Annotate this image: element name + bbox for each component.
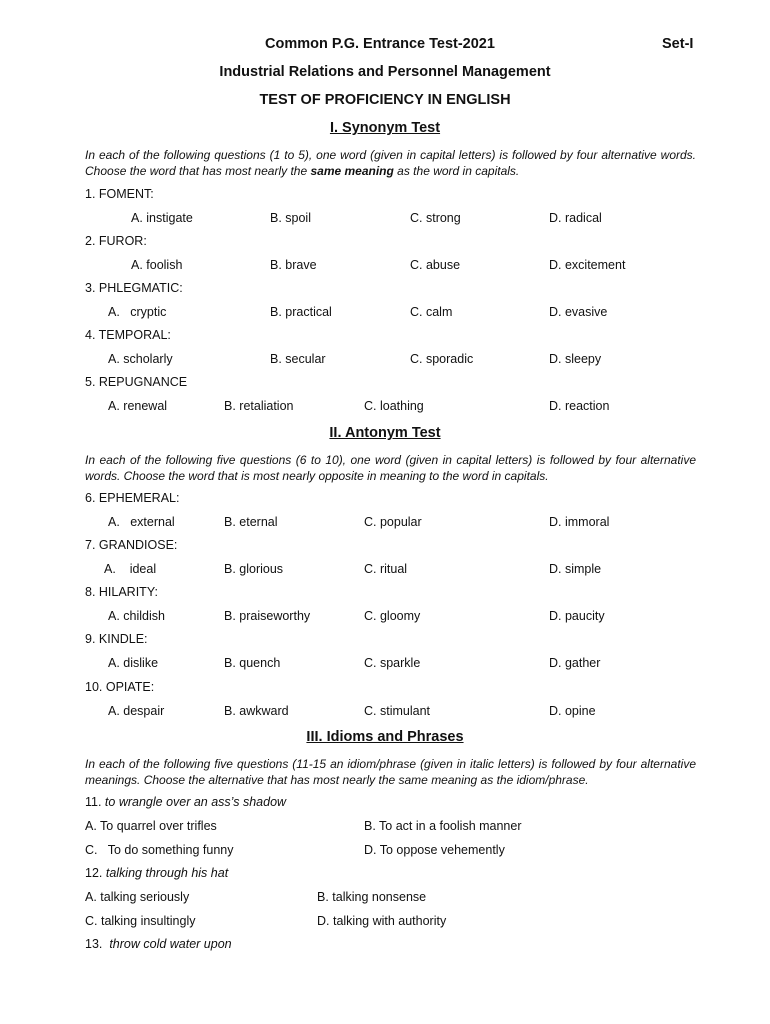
synonym-instructions bbox=[85, 147, 696, 179]
section-heading-antonym: II. Antonym Test bbox=[329, 425, 441, 441]
question-9: 9. KINDLE: bbox=[85, 632, 148, 646]
option-b: B. awkward bbox=[224, 704, 289, 718]
option-a: A. external bbox=[108, 515, 175, 529]
question-2: 2. FUROR: bbox=[85, 234, 147, 248]
option-a: A. cryptic bbox=[108, 305, 167, 319]
option-d: D. simple bbox=[549, 562, 602, 576]
option-a: A. instigate bbox=[131, 211, 193, 225]
option-b: B. practical bbox=[270, 305, 332, 319]
option-b: B. quench bbox=[224, 656, 281, 670]
question-12 bbox=[85, 866, 228, 880]
paper-title: TEST OF PROFICIENCY IN ENGLISH bbox=[259, 92, 511, 108]
option-c: C. sparkle bbox=[364, 656, 421, 670]
question-3: 3. PHLEGMATIC: bbox=[85, 281, 183, 295]
option-d: D. To oppose vehemently bbox=[364, 843, 505, 857]
subject-title: Industrial Relations and Personnel Management bbox=[219, 64, 551, 80]
option-d: D. immoral bbox=[549, 515, 610, 529]
option-b: B. talking nonsense bbox=[317, 890, 427, 904]
question-1: 1. FOMENT: bbox=[85, 187, 154, 201]
option-b: B. secular bbox=[270, 352, 326, 366]
option-b: B. eternal bbox=[224, 515, 278, 529]
option-b: B. glorious bbox=[224, 562, 284, 576]
option-c: C. abuse bbox=[410, 258, 461, 272]
option-c: C. To do something funny bbox=[85, 843, 234, 857]
option-a: A. talking seriously bbox=[85, 890, 190, 904]
option-d: D. gather bbox=[549, 656, 601, 670]
question-11 bbox=[85, 795, 286, 809]
option-d: D. talking with authority bbox=[317, 914, 447, 928]
question-number: 11. bbox=[85, 795, 105, 809]
option-d: D. reaction bbox=[549, 399, 610, 413]
option-a: A. To quarrel over trifles bbox=[85, 819, 217, 833]
instruction-emphasis: same meaning bbox=[310, 164, 394, 178]
option-d: D. radical bbox=[549, 211, 602, 225]
option-c: C. sporadic bbox=[410, 352, 474, 366]
option-c: C. stimulant bbox=[364, 704, 430, 718]
option-c: C. loathing bbox=[364, 399, 424, 413]
question-5: 5. REPUGNANCE bbox=[85, 375, 188, 389]
option-c: C. popular bbox=[364, 515, 422, 529]
section-heading-synonym: I. Synonym Test bbox=[329, 120, 441, 136]
idiom-text: to wrangle over an ass’s shadow bbox=[104, 795, 287, 809]
instruction-text: as the word in capitals. bbox=[393, 164, 520, 178]
option-c: C. talking insultingly bbox=[85, 914, 196, 928]
question-10: 10. OPIATE: bbox=[85, 680, 155, 694]
section-heading-idioms: III. Idioms and Phrases bbox=[306, 729, 464, 745]
option-b: B. spoil bbox=[270, 211, 311, 225]
option-d: D. evasive bbox=[549, 305, 608, 319]
option-a: A. foolish bbox=[131, 258, 183, 272]
option-a: A. scholarly bbox=[108, 352, 173, 366]
option-c: C. calm bbox=[410, 305, 453, 319]
option-b: B. praiseworthy bbox=[224, 609, 311, 623]
option-a: A. childish bbox=[108, 609, 165, 623]
option-b: B. brave bbox=[270, 258, 317, 272]
option-a: A. renewal bbox=[108, 399, 168, 413]
question-7: 7. GRANDIOSE: bbox=[85, 538, 178, 552]
option-c: C. ritual bbox=[364, 562, 408, 576]
question-8: 8. HILARITY: bbox=[85, 585, 158, 599]
option-a: A. despair bbox=[108, 704, 165, 718]
idioms-instructions: In each of the following five questions (11-15 an idiom/phrase (given in italic letters) is followed by four alternative meanings. Choose the alternative that has most nearly the same meaning as the idiom/phrase. bbox=[85, 757, 696, 787]
option-c: C. strong bbox=[410, 211, 461, 225]
idiom-text: talking through his hat bbox=[105, 866, 229, 880]
question-6: 6. EPHEMERAL: bbox=[85, 491, 180, 505]
idiom-text: throw cold water upon bbox=[109, 937, 232, 951]
option-d: D. paucity bbox=[549, 609, 605, 623]
option-d: D. sleepy bbox=[549, 352, 602, 366]
option-a: A. dislike bbox=[108, 656, 159, 670]
question-4: 4. TEMPORAL: bbox=[85, 328, 171, 342]
instruction-text: In each of the following questions (1 to 5), one word (given in capital letters) is followed by four alternative words. Choose the word that has most nearly the bbox=[85, 148, 696, 178]
option-c: C. gloomy bbox=[364, 609, 421, 623]
option-b: B. To act in a foolish manner bbox=[364, 819, 522, 833]
option-a: A. ideal bbox=[104, 562, 157, 576]
option-d: D. opine bbox=[549, 704, 596, 718]
question-number: 12. bbox=[85, 866, 106, 880]
question-number: 13. bbox=[85, 937, 110, 951]
option-b: B. retaliation bbox=[224, 399, 294, 413]
option-d: D. excitement bbox=[549, 258, 626, 272]
set-label: Set-I bbox=[662, 36, 694, 52]
question-13 bbox=[85, 937, 232, 951]
antonym-instructions: In each of the following five questions (6 to 10), one word (given in capital letters) is followed by four alternative words. Choose the word that is most nearly opposite in meaning to the word in capitals. bbox=[85, 453, 696, 483]
exam-title: Common P.G. Entrance Test-2021 bbox=[265, 36, 495, 52]
